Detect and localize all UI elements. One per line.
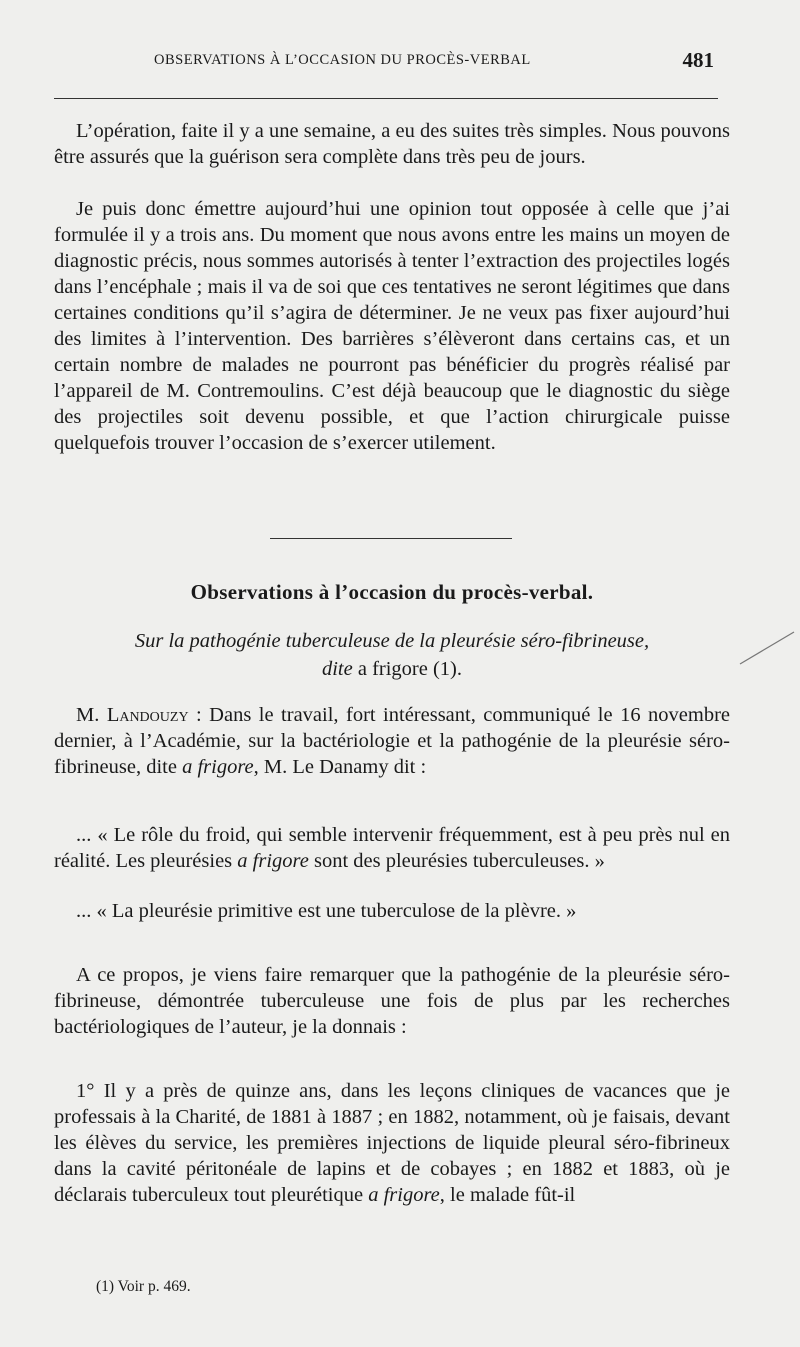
para7-text-b: , le malade fût-il <box>439 1184 576 1206</box>
subtitle-line-2 <box>54 655 730 683</box>
body-paragraph-1: L’opération, faite il y a une semaine, a eu des suites très simples. Nous pouvons être assurés que la guérison sera complète dans très peu de jours. <box>54 120 730 168</box>
subtitle-frigore: a frigore <box>357 658 428 680</box>
running-head: OBSERVATIONS À L’OCCASION DU PROCÈS-VERBAL <box>154 52 531 68</box>
page-header <box>54 50 728 76</box>
footnote: (1) Voir p. 469. <box>96 1278 191 1295</box>
para4-text-a: ... « Le rôle du froid, qui semble intervenir fréquemment, est à peu près nul en réalité. Les pleurésies <box>54 824 730 872</box>
subtitle-dite: dite <box>321 658 353 680</box>
body-paragraph-3 <box>54 702 730 780</box>
section-title: Observations à l’occasion du procès-verbal. <box>190 580 594 604</box>
body-paragraph-7 <box>54 1078 730 1208</box>
section-subtitle <box>54 627 730 683</box>
speaker-name: M. Landouzy <box>76 704 189 726</box>
para3-italic: a frigore <box>182 756 254 778</box>
subtitle-line-1: Sur la pathogénie tuberculeuse de la pleurésie séro-fibrineuse, <box>134 630 650 652</box>
body-paragraph-4 <box>54 822 730 874</box>
header-rule <box>54 98 718 99</box>
subtitle-note: (1). <box>432 658 463 680</box>
body-paragraph-2: Je puis donc émettre aujourd’hui une opinion tout opposée à celle que j’ai formulée il y a trois ans. Du moment que nous avons entre les mains un moyen de diagnostic précis, nous sommes autorisés à tenter l’extraction des projectiles logés dans l’encéphale ; mais il va de soi que ces tentatives ne seront légitimes que dans certaines conditions qu’il s’agira de déterminer. Je ne veux pas fixer aujourd’hui des limites à l’intervention. Des barrières s’élèveront dans certains cas, et un certain nombre de malades ne pourront pas bénéficier du progrès réalisé par l’appareil de M. Contremoulins. C’est déjà beaucoup que le diagnostic du siège des projectiles soit devenu possible, et que l’action chirurgicale puisse quelquefois trouver l’occasion de s’exercer utilement. <box>54 198 730 454</box>
body-paragraph-6: A ce propos, je viens faire remarquer que la pathogénie de la pleurésie séro-fibrineuse, démontrée tuberculeuse une fois de plus par les recherches bactériologiques de l’auteur, je la donnais : <box>54 964 730 1038</box>
para4-italic: a frigore <box>237 850 309 872</box>
page-number: 481 <box>682 48 714 72</box>
body-paragraph-5: ... « La pleurésie primitive est une tuberculose de la plèvre. » <box>76 900 577 922</box>
para7-italic: a frigore <box>368 1184 440 1206</box>
para4-text-b: sont des pleurésies tuberculeuses. » <box>308 850 605 872</box>
para7-text-a: 1° Il y a près de quinze ans, dans les leçons cliniques de vacances que je professais à la Charité, de 1881 à 1887 ; en 1882, notamment, où je faisais, devant les élèves du service, les premières injections de liquide pleural séro-fibrineux dans la cavité péritonéale de lapins et de cobayes ; en 1882 et 1883, où je déclarais tuberculeux tout pleurétique <box>54 1080 730 1206</box>
para3-text-b: , M. Le Danamy dit : <box>253 756 427 778</box>
para3-text-a: : Dans le travail, fort intéressant, communiqué le 16 novembre dernier, à l’Académie, sur la bactériologie et la pathogénie de la pleurésie séro-fibrineuse, dite <box>54 704 731 778</box>
margin-pencil-mark <box>738 628 796 668</box>
section-divider <box>270 538 512 539</box>
